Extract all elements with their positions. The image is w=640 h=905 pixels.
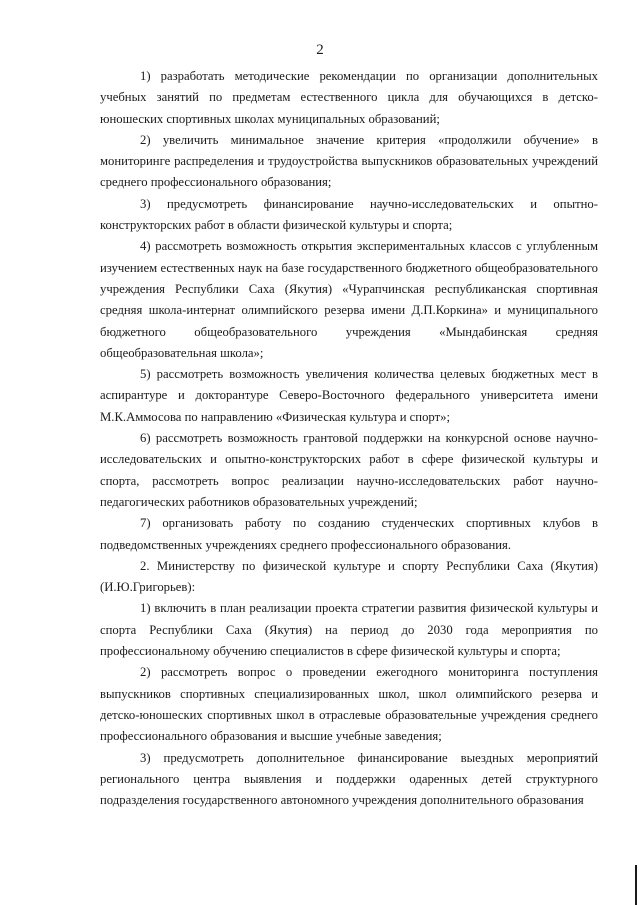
page-number: 2 (316, 42, 324, 58)
document-body (100, 66, 598, 811)
paragraph-1-1: 1) разработать методические рекомендации по организации дополнительных учебных занятий по предметам естественного цикла для обучающихся в детско-юношеских спортивных школах муниципальных образований; (100, 69, 598, 126)
paragraph-1-2: 2) увеличить минимальное значение критерия «продолжили обучение» в мониторинге распределения и трудоустройства выпускников образовательных учреждений среднего профессионального образования; (100, 132, 598, 190)
paragraph-1-3: 3) предусмотреть финансирование научно-исследовательских и опытно-конструкторских работ в области физической культуры и спорта; (100, 196, 598, 233)
paragraph-2-1: 1) включить в план реализации проекта стратегии развития физической культуры и спорта Республики Саха (Якутия) на период до 2030 года мероприятия по профессиональному обучению специалистов в сфере физической культуры и спорта; (100, 601, 598, 659)
paragraph-1-5: 5) рассмотреть возможность увеличения количества целевых бюджетных мест в аспирантуре и докторантуре Северо-Восточного федерального университета имени М.К.Аммосова по направлению «Физическая культура и спорт»; (100, 367, 598, 424)
paragraph-2-2: 2) рассмотреть вопрос о проведении ежегодного мониторинга поступления выпускников спортивных специализированных школ, школ олимпийского резерва и детско-юношеских спортивных школ в отраслевые образовательные учреждения среднего профессионального образования и высшие учебные заведения; (100, 665, 598, 744)
section-2-heading: 2. Министерству по физической культуре и спорту Республики Саха (Якутия) (И.Ю.Григорьев): (100, 558, 598, 595)
paragraph-2-3: 3) предусмотреть дополнительное финансирование выездных мероприятий регионального центра выявления и поддержки одаренных детей структурного подразделения государственного автономного учреждения дополнительного образования (100, 750, 598, 808)
scan-edge-mark (635, 865, 637, 905)
paragraph-1-4: 4) рассмотреть возможность открытия экспериментальных классов с углубленным изучением естественных наук на базе государственного бюджетного общеобразовательного учреждения Республики Саха (Якутия) «Чурапчинская республиканская спортивная средняя школа-интернат олимпийского резерва имени Д.П.Коркина» и муниципального бюджетного общеобразовательного учреждения «Мындабинская средняя общеобразовательная школа»; (100, 239, 598, 360)
paragraph-1-7: 7) организовать работу по созданию студенческих спортивных клубов в подведомственных учреждениях среднего профессионального образования. (100, 516, 598, 552)
paragraph-1-6: 6) рассмотреть возможность грантовой поддержки на конкурсной основе научно-исследовательских и опытно-конструкторских работ в сфере физической культуры и спорта, рассмотреть вопрос реализации научно-исследовательских работ научно-педагогических работников образовательных учреждений; (100, 431, 598, 509)
